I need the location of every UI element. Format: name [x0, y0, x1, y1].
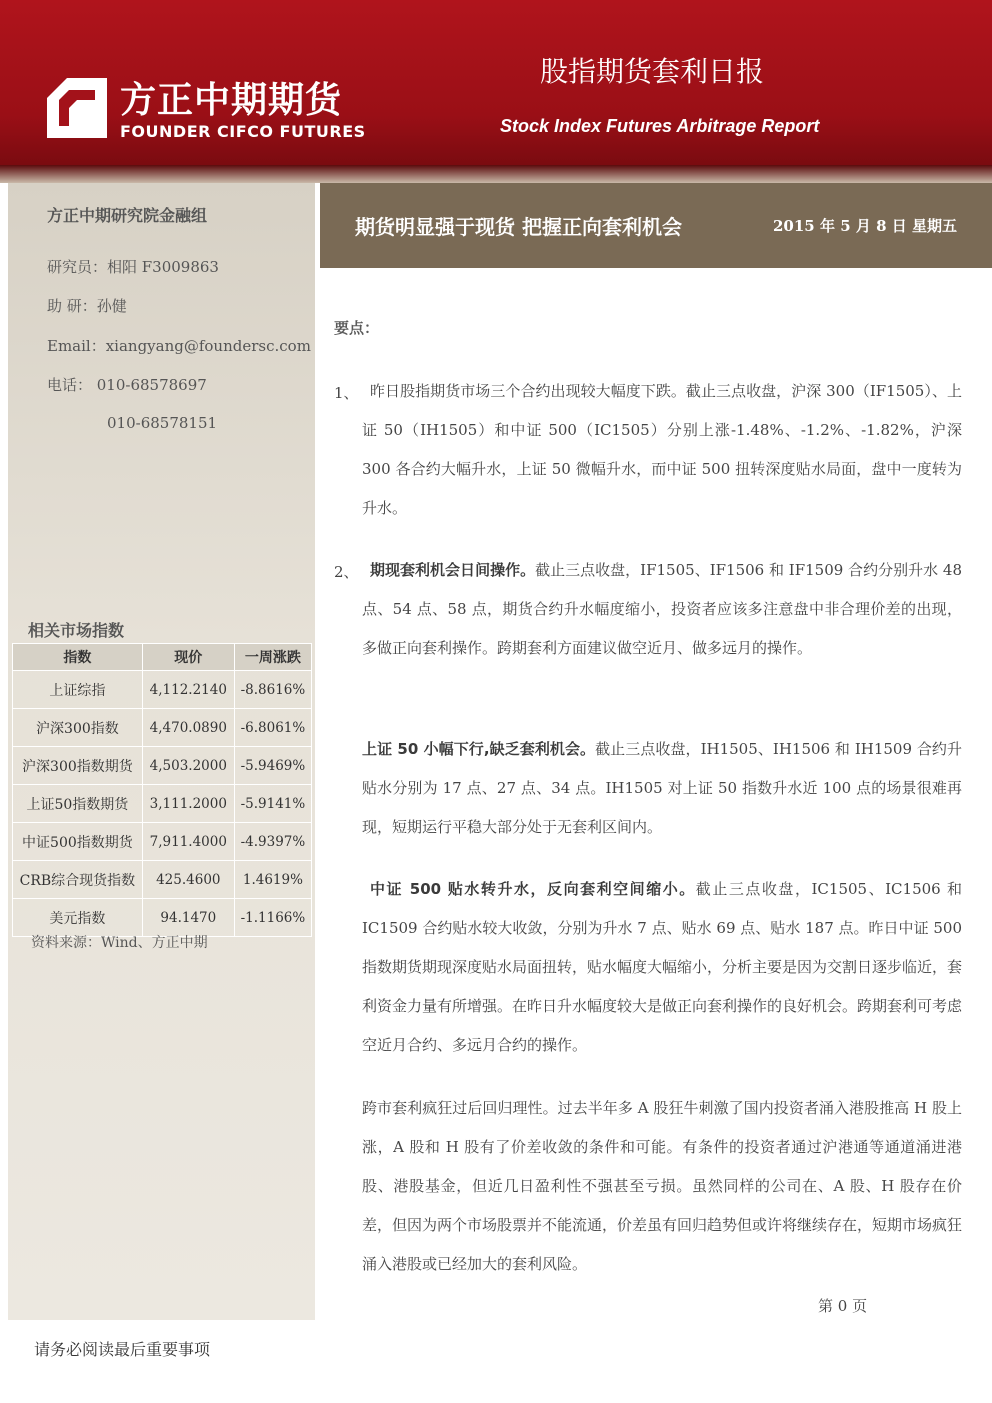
paragraph-lead: 中证 500 贴水转升水，反向套利空间缩小。 [370, 880, 696, 898]
paragraph-lead: 期现套利机会日间操作。 [370, 561, 536, 579]
researcher-line: 研究员：相阳 F3009863 [47, 258, 219, 276]
index-change: -4.9397% [234, 823, 311, 861]
paragraph-item-1 [362, 372, 962, 528]
research-org: 方正中期研究院金融组 [47, 206, 208, 225]
index-change: -8.8616% [234, 671, 311, 709]
table-header-row [13, 644, 312, 671]
index-change: 1.4619% [234, 861, 311, 899]
paragraph-lead: 上证 50 小幅下行,缺乏套利机会。 [362, 740, 596, 758]
phone-line-2: 010-68578151 [107, 414, 218, 432]
index-change: -5.9141% [234, 785, 311, 823]
header-banner [0, 0, 992, 165]
index-price: 4,503.2000 [142, 747, 234, 785]
paragraph-cross-market [362, 1089, 962, 1284]
table-row [13, 823, 312, 861]
company-logo-icon [47, 78, 107, 138]
index-name: CRB综合现货指数 [13, 861, 143, 899]
index-change: -6.8061% [234, 709, 311, 747]
index-name: 上证50指数期货 [13, 785, 143, 823]
index-change: -1.1166% [234, 899, 311, 937]
table-row [13, 671, 312, 709]
banner-shadow [0, 165, 992, 183]
index-name: 中证500指数期货 [13, 823, 143, 861]
index-price: 4,470.0890 [142, 709, 234, 747]
paragraph-item-2 [362, 551, 962, 668]
data-source-note: 资料来源：Wind、方正中期 [31, 935, 208, 951]
paragraph-csi500 [362, 870, 962, 1065]
phone-line-1: 电话： 010-68578697 [47, 376, 207, 394]
market-index-table [12, 643, 312, 937]
index-price: 425.4600 [142, 861, 234, 899]
paragraph-text: 跨市套利疯狂过后回归理性。过去半年多 A 股狂牛刺激了国内投资者涌入港股推高 H 股上涨，A 股和 H 股有了价差收敛的条件和可能。有条件的投资者通过沪港通等通道涌进港股、港股基金，但近几日盈利性不强甚至亏损。虽然同样的公司在、A 股、H 股存在价差，但因为两个市场股票并不能流通，价差虽有回归趋势但或许将继续存在，短期市场疯狂涌入港股或已经加大的套利风险。 [362, 1099, 963, 1273]
paragraph-text: 截止三点收盘，IC1505、IC1506 和 IC1509 合约贴水较大收敛，分别为升水 7 点、贴水 69 点、贴水 187 点。昨日中证 500 指数期货期现深度贴水局面扭转，贴水幅度大幅缩小，分析主要是因为交割日逐步临近，套利资金力量有所增强。在昨日升水幅度较大是做正向套利操作的良好机会。跨期套利可考虑空近月合约、多远月合约的操作。 [362, 880, 963, 1054]
market-index-table-title: 相关市场指数 [28, 621, 125, 640]
company-name-cn: 方正中期期货 [120, 80, 343, 121]
table-row [13, 709, 312, 747]
page-number: 第 0 页 [818, 1297, 868, 1315]
index-price: 7,911.4000 [142, 823, 234, 861]
item-number: 2、 [334, 563, 359, 581]
keypoints-label: 要点： [334, 319, 380, 337]
paragraph-sz50 [362, 730, 962, 847]
disclaimer-note: 请务必阅读最后重要事项 [34, 1340, 211, 1359]
index-price: 94.1470 [142, 899, 234, 937]
table-row [13, 899, 312, 937]
item-number: 1、 [334, 384, 359, 402]
index-name: 沪深300指数 [13, 709, 143, 747]
email-line: Email：xiangyang@foundersc.com [47, 337, 311, 355]
paragraph-text: 截止三点收盘，IH1505、IH1506 和 IH1509 合约升贴水分别为 17 点、27 点、34 点。IH1505 对上证 50 指数升水近 100 点的场景很难再现，短期运行平稳大部分处于无套利区间内。 [362, 740, 962, 836]
paragraph-text: 截止三点收盘，IF1505、IF1506 和 IF1509 合约分别升水 48 点、54 点、58 点，期货合约升水幅度缩小，投资者应该多注意盘中非合理价差的出现，多做正向套利操作。跨期套利方面建议做空近月、做多远月的操作。 [362, 561, 962, 657]
table-row [13, 861, 312, 899]
company-name-en: FOUNDER CIFCO FUTURES [120, 122, 366, 141]
index-name: 上证综指 [13, 671, 143, 709]
report-date: 2015 年 5 月 8 日 星期五 [773, 217, 957, 235]
index-price: 4,112.2140 [142, 671, 234, 709]
table-row [13, 785, 312, 823]
report-title-en: Stock Index Futures Arbitrage Report [500, 116, 820, 136]
table-row [13, 747, 312, 785]
index-change: -5.9469% [234, 747, 311, 785]
index-price: 3,111.2000 [142, 785, 234, 823]
paragraph-text: 昨日股指期货市场三个合约出现较大幅度下跌。截止三点收盘，沪深 300（IF1505）、上证 50（IH1505）和中证 500（IC1505）分别上涨-1.48%、-1.2%、-1.82%，沪深 300 各合约大幅升水，上证 50 微幅升水，而中证 500 扭转深度贴水局面，盘中一度转为升水。 [362, 382, 962, 517]
assistant-line: 助 研：孙健 [47, 297, 127, 315]
index-name: 沪深300指数期货 [13, 747, 143, 785]
index-name: 美元指数 [13, 899, 143, 937]
headline-title: 期货明显强于现货 把握正向套利机会 [355, 215, 682, 239]
report-title-cn: 股指期货套利日报 [540, 55, 765, 88]
column-header: 指数 [13, 644, 143, 671]
column-header: 一周涨跌 [234, 644, 311, 671]
column-header: 现价 [142, 644, 234, 671]
